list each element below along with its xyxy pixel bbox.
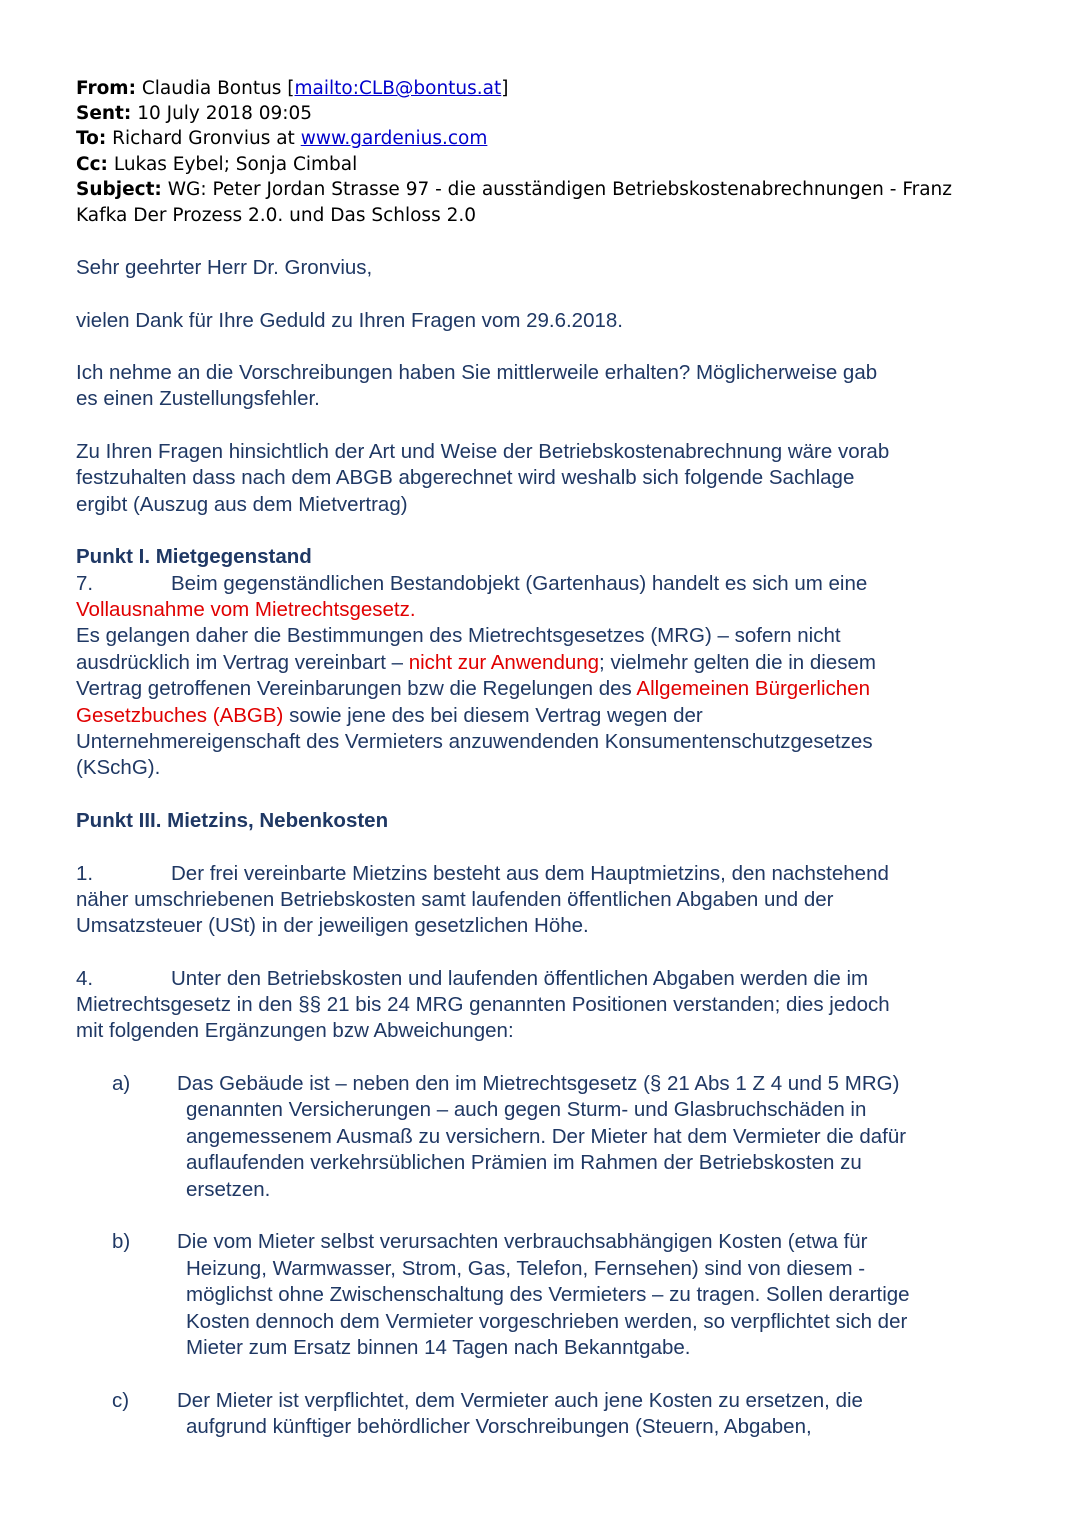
sent-line <box>76 101 1026 126</box>
cc-line <box>76 152 1026 177</box>
item-a-line-1: Das Gebäude ist – neben den im Mietrechtsgesetz (§ 21 Abs 1 Z 4 und 5 MRG) <box>177 1072 900 1095</box>
item-b-label: b) <box>112 1230 131 1253</box>
paragraph-thanks: vielen Dank für Ihre Geduld zu Ihren Fragen vom 29.6.2018. <box>76 309 623 332</box>
section-1-number: 1. <box>76 862 94 885</box>
section-7-line-2: Vollausnahme vom Mietrechtsgesetz. <box>76 598 416 621</box>
item-c-line-1: Der Mieter ist verpflichtet, dem Vermieter auch jene Kosten zu ersetzen, die <box>177 1389 863 1412</box>
section-7-text-4a: ausdrücklich im Vertrag vereinbart – <box>76 651 409 674</box>
subject-line-cont <box>76 203 1026 228</box>
section-1-line-3: Umsatzsteuer (USt) in der jeweiligen gesetzlichen Höhe. <box>76 914 589 937</box>
section-1-text-1: Der frei vereinbarte Mietzins besteht aus dem Hauptmietzins, den nachstehend <box>171 862 889 885</box>
section-7-line-7: Unternehmereigenschaft des Vermieters anzuwendenden Konsumentenschutzgesetzes <box>76 730 873 753</box>
section-7-line-5 <box>76 676 870 703</box>
from-line <box>76 76 1026 101</box>
sent-label: Sent: <box>76 103 132 124</box>
to-label: To: <box>76 128 107 149</box>
paragraph-2-line-2: es einen Zustellungsfehler. <box>76 387 320 410</box>
section-7-highlight-6: Gesetzbuches (ABGB) <box>76 704 284 727</box>
paragraph-3-line-3: ergibt (Auszug aus dem Mietvertrag) <box>76 493 408 516</box>
to-website-link[interactable]: www.gardenius.com <box>300 128 488 149</box>
section-7-line-3: Es gelangen daher die Bestimmungen des Mietrechtsgesetzes (MRG) – sofern nicht <box>76 624 841 647</box>
paragraph-3-line-1: Zu Ihren Fragen hinsichtlich der Art und Weise der Betriebskostenabrechnung wäre vorab <box>76 440 890 463</box>
item-a-line-4: auflaufenden verkehrsüblichen Prämien im Rahmen der Betriebskosten zu <box>186 1151 862 1174</box>
section-7-text-6b: sowie jene des bei diesem Vertrag wegen der <box>283 704 703 727</box>
item-c-label: c) <box>112 1389 130 1412</box>
item-a-line-3: angemessenem Ausmaß zu versichern. Der Mieter hat dem Vermieter die dafür <box>186 1125 907 1148</box>
item-c-line-2: aufgrund künftiger behördlicher Vorschreibungen (Steuern, Abgaben, <box>186 1415 812 1438</box>
section-7-line-8: (KSchG). <box>76 756 161 779</box>
subject-text-2: Kafka Der Prozess 2.0. und Das Schloss 2.0 <box>76 205 477 226</box>
item-b-line-4: Kosten dennoch dem Vermieter vorgeschrieben werden, so verpflichtet sich der <box>186 1310 908 1333</box>
section-7-highlight-4: nicht zur Anwendung <box>408 651 600 674</box>
heading-punkt-1: Punkt I. Mietgegenstand <box>76 545 312 568</box>
subject-line <box>76 177 1026 202</box>
section-4-text-1: Unter den Betriebskosten und laufenden öffentlichen Abgaben werden die im <box>171 967 869 990</box>
section-4-number: 4. <box>76 967 94 990</box>
item-a-line-5: ersetzen. <box>186 1178 271 1201</box>
section-1-line-2: näher umschriebenen Betriebskosten samt laufenden öffentlichen Abgaben und der <box>76 888 834 911</box>
section-4-line-1 <box>76 966 868 993</box>
item-b-line-2: Heizung, Warmwasser, Strom, Gas, Telefon, Fernsehen) sind von diesem - <box>186 1257 866 1280</box>
item-a-label: a) <box>112 1072 131 1095</box>
cc-value: Lukas Eybel; Sonja Cimbal <box>113 154 358 175</box>
from-mailto-link[interactable]: mailto:CLB@bontus.at <box>294 78 502 99</box>
cc-label: Cc: <box>76 154 108 175</box>
item-b-line-1: Die vom Mieter selbst verursachten verbrauchsabhängigen Kosten (etwa für <box>177 1230 868 1253</box>
section-4-line-3: mit folgenden Ergänzungen bzw Abweichungen: <box>76 1019 514 1042</box>
item-b-line-5: Mieter zum Ersatz binnen 14 Tagen nach Bekanntgabe. <box>186 1336 691 1359</box>
sent-value: 10 July 2018 09:05 <box>137 103 313 124</box>
from-label: From: <box>76 78 136 99</box>
section-7-number: 7. <box>76 572 94 595</box>
section-1-line-1 <box>76 861 889 888</box>
to-value: Richard Gronvius at <box>112 128 301 149</box>
section-7-line-1 <box>76 571 867 598</box>
subject-label: Subject: <box>76 179 162 200</box>
section-7-text-1: Beim gegenständlichen Bestandobjekt (Gartenhaus) handelt es sich um eine <box>171 572 868 595</box>
subject-text-1: WG: Peter Jordan Strasse 97 - die ausständigen Betriebskostenabrechnungen - Franz <box>167 179 952 200</box>
from-name: Claudia Bontus [ <box>141 78 295 99</box>
from-close-bracket: ] <box>501 78 509 99</box>
section-7-highlight-5: Allgemeinen Bürgerlichen <box>636 677 870 700</box>
section-4-line-2: Mietrechtsgesetz in den §§ 21 bis 24 MRG genannten Positionen verstanden; dies jedoch <box>76 993 890 1016</box>
heading-punkt-3: Punkt III. Mietzins, Nebenkosten <box>76 809 389 832</box>
to-line <box>76 126 1026 151</box>
item-a-line-2: genannten Versicherungen – auch gegen Sturm- und Glasbruchschäden in <box>186 1098 867 1121</box>
paragraph-3-line-2: festzuhalten dass nach dem ABGB abgerechnet wird weshalb sich folgende Sachlage <box>76 466 855 489</box>
section-7-text-5a: Vertrag getroffenen Vereinbarungen bzw die Regelungen des <box>76 677 637 700</box>
paragraph-2-line-1: Ich nehme an die Vorschreibungen haben Sie mittlerweile erhalten? Möglicherweise gab <box>76 361 878 384</box>
section-7-text-4b: ; vielmehr gelten die in diesem <box>599 651 876 674</box>
section-7-line-6 <box>76 703 703 730</box>
section-7-line-4 <box>76 650 876 677</box>
item-b-line-3: möglichst ohne Zwischenschaltung des Vermieters – zu tragen. Sollen derartige <box>186 1283 910 1306</box>
greeting: Sehr geehrter Herr Dr. Gronvius, <box>76 256 373 279</box>
